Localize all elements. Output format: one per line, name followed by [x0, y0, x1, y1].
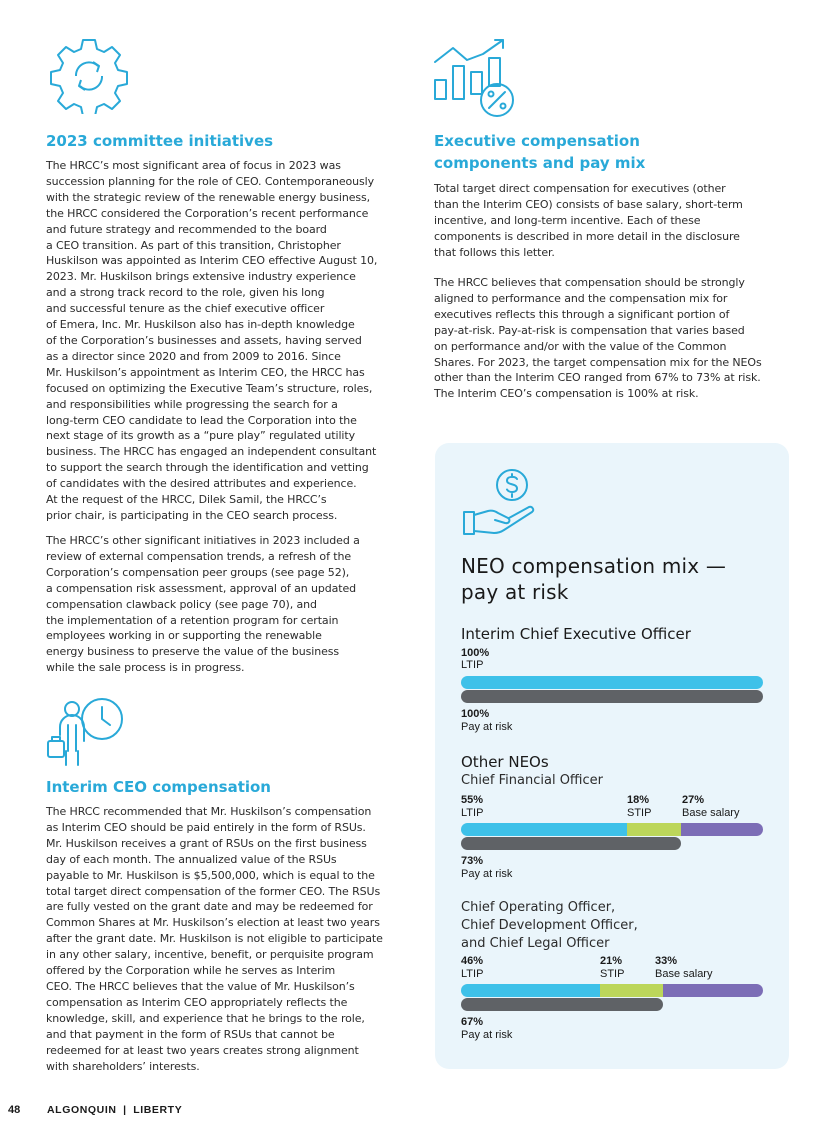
text-line: other than the Interim CEO ranged from 67% to 73% at risk.: [434, 371, 761, 385]
text-line: business. The HRCC has engaged an independent consultant: [46, 445, 377, 459]
interim-risk-pct: 100%: [461, 708, 490, 720]
text-line: Mr. Huskilson’s appointment as Interim CEO, the HRCC has: [46, 365, 365, 379]
text-line: next stage of its growth as a “pure play” regulated utility: [46, 429, 355, 443]
stip-segment: [627, 823, 681, 836]
cfo-label: Chief Financial Officer: [461, 773, 603, 788]
coo-label-line1: Chief Operating Officer,: [461, 900, 616, 915]
interim-heading: Interim CEO compensation: [46, 778, 271, 796]
text-line: focused on optimizing the Executive Team’s structure, roles,: [46, 381, 373, 395]
text-line: on performance and/or with the value of the Common: [434, 339, 727, 353]
text-line: Shares. For 2023, the target compensation mix for the NEOs: [434, 355, 762, 369]
interim-ltip-pct: 100%: [461, 647, 490, 659]
cfo-base-pct: 27%: [682, 794, 705, 806]
coo-stip-pct: 21%: [600, 955, 623, 967]
ltip-segment: [461, 823, 627, 836]
text-line: that follows this letter.: [434, 245, 555, 259]
exec-heading-line1: Executive compensation: [434, 132, 640, 150]
text-line: the HRCC considered the Corporation’s recent performance: [46, 206, 369, 220]
cfo-ltip-label: LTIP: [461, 807, 484, 819]
text-line: energy business to preserve the value of the business: [46, 645, 340, 659]
text-line: to support the search through the identification and vetting: [46, 461, 369, 475]
text-line: Total target direct compensation for executives (other: [434, 182, 726, 195]
footer-brand-separator: |: [123, 1104, 127, 1116]
text-line: redeemed for at least two years creates strong alignment: [46, 1043, 359, 1057]
text-line: knowledge, skill, and experience that he brings to the role,: [46, 1011, 365, 1025]
cfo-ltip-pct: 55%: [461, 794, 484, 806]
coo-base-label: Base salary: [655, 968, 713, 980]
other-neos-label: Other NEOs: [461, 753, 549, 771]
initiatives-heading: 2023 committee initiatives: [46, 132, 274, 150]
cfo-stip-pct: 18%: [627, 794, 650, 806]
text-line: while the sale process is in progress.: [46, 661, 245, 675]
interim-ltip-label: LTIP: [461, 659, 484, 671]
coo-ltip-pct: 46%: [461, 955, 484, 967]
exec-heading-line2: components and pay mix: [434, 154, 646, 172]
text-line: The HRCC’s other significant initiatives in 2023 included a: [46, 534, 360, 547]
coo-risk-label: Pay at risk: [461, 1029, 513, 1041]
text-line: executives reflects this through a significant portion of: [434, 307, 730, 321]
text-line: pay-at-risk. Pay-at-risk is compensation that varies based: [434, 323, 745, 337]
text-line: succession planning for the role of CEO. Contemporaneously: [46, 174, 375, 188]
text-line: 2023. Mr. Huskilson brings extensive industry experience: [46, 270, 356, 284]
footer-brand-algonquin: ALGONQUIN: [47, 1104, 117, 1116]
text-line: prior chair, is participating in the CEO search process.: [46, 508, 338, 522]
interim-paragraph: [46, 804, 416, 1074]
text-line: components is described in more detail in the disclosure: [434, 229, 740, 243]
text-line: incentive, and long-term incentive. Each of these: [434, 213, 701, 227]
text-line: Mr. Huskilson receives a grant of RSUs on the first business: [46, 836, 367, 850]
text-line: Huskilson was appointed as Interim CEO effective August 10,: [46, 254, 378, 268]
hand-dollar-icon: [462, 468, 548, 536]
person-clock-icon: [46, 695, 126, 767]
coo-base-pct: 33%: [655, 955, 678, 967]
base-salary-segment: [663, 984, 763, 997]
cfo-risk-bar: [461, 837, 681, 850]
ltip-segment: [461, 984, 600, 997]
text-line: of candidates with the desired attributes and experience.: [46, 477, 357, 491]
text-line: The Interim CEO’s compensation is 100% at risk.: [434, 387, 699, 401]
text-line: and a strong track record to the role, given his long: [46, 286, 325, 300]
initiatives-paragraph-2: [46, 533, 416, 676]
exec-paragraph-1: [434, 181, 794, 261]
base-salary-segment: [681, 823, 763, 836]
text-line: and responsibilities while progressing the search for a: [46, 397, 338, 411]
text-line: long-term CEO candidate to lead the Corporation into the: [46, 413, 357, 427]
text-line: day of each month. The annualized value of the RSUs: [46, 852, 337, 866]
text-line: compensation as Interim CEO appropriately reflects the: [46, 995, 348, 1009]
text-line: The HRCC recommended that Mr. Huskilson’s compensation: [46, 805, 372, 818]
growth-chart-percent-icon: [433, 38, 517, 120]
text-line: total target direct compensation of the former CEO. The RSUs: [46, 884, 381, 898]
text-line: as Interim CEO should be paid entirely in the form of RSUs.: [46, 820, 366, 834]
interim-mix-bar: [461, 676, 763, 689]
interim-risk-label: Pay at risk: [461, 721, 513, 733]
text-line: and future strategy and recommended to the board: [46, 222, 327, 236]
text-line: offered by the Corporation while he serves as Interim: [46, 964, 336, 978]
interim-risk-bar: [461, 690, 763, 703]
text-line: and successful tenure as the chief executive officer: [46, 302, 325, 316]
text-line: At the request of the HRCC, Dilek Samil, the HRCC’s: [46, 493, 327, 507]
footer-brand: [47, 1104, 182, 1116]
footer-brand-liberty: LIBERTY: [133, 1104, 183, 1116]
text-line: a compensation risk assessment, approval of an updated: [46, 581, 357, 595]
cfo-mix-bar: [461, 823, 763, 836]
coo-mix-bar: [461, 984, 763, 997]
text-line: CEO. The HRCC believes that the value of Mr. Huskilson’s: [46, 979, 355, 993]
stip-segment: [600, 984, 663, 997]
text-line: compensation clawback policy (see page 70), and: [46, 597, 317, 611]
page-number: 48: [8, 1104, 21, 1116]
ltip-segment: [461, 676, 763, 689]
text-line: of the Corporation’s businesses and assets, having served: [46, 333, 362, 347]
interim-ceo-label: Interim Chief Executive Officer: [461, 625, 691, 643]
coo-label-line3: and Chief Legal Officer: [461, 936, 610, 951]
text-line: as a director since 2020 and from 2009 to 2016. Since: [46, 349, 341, 363]
exec-paragraph-2: [434, 275, 794, 402]
cfo-risk-pct: 73%: [461, 855, 484, 867]
coo-risk-pct: 67%: [461, 1016, 484, 1028]
text-line: after the grant date. Mr. Huskilson is not eligible to participate: [46, 932, 383, 946]
text-line: aligned to performance and the compensation mix for: [434, 291, 728, 305]
cfo-base-label: Base salary: [682, 807, 740, 819]
text-line: are fully vested on the grant date and may be redeemed for: [46, 900, 373, 914]
coo-stip-label: STIP: [600, 968, 625, 980]
coo-label-line2: Chief Development Officer,: [461, 918, 638, 933]
card-title-line2: pay at risk: [461, 580, 569, 604]
text-line: with the strategic review of the renewable energy business,: [46, 190, 371, 204]
cfo-stip-label: STIP: [627, 807, 652, 819]
gear-cycle-icon: [46, 38, 132, 114]
text-line: Common Shares at Mr. Huskilson’s election at least two years: [46, 916, 380, 930]
text-line: with shareholders’ interests.: [46, 1059, 200, 1073]
text-line: than the Interim CEO) consists of base salary, short-term: [434, 197, 743, 211]
text-line: Corporation’s compensation peer groups (see page 52),: [46, 565, 350, 579]
text-line: review of external compensation trends, a refresh of the: [46, 549, 351, 563]
text-line: The HRCC’s most significant area of focus in 2023 was: [46, 159, 341, 172]
text-line: payable to Mr. Huskilson is $5,500,000, which is equal to the: [46, 868, 375, 882]
cfo-risk-label: Pay at risk: [461, 868, 513, 880]
text-line: the implementation of a retention program for certain: [46, 613, 339, 627]
card-title-line1: NEO compensation mix —: [461, 554, 727, 578]
text-line: employees working in or supporting the renewable: [46, 629, 322, 643]
text-line: a CEO transition. As part of this transition, Christopher: [46, 238, 341, 252]
coo-risk-bar: [461, 998, 663, 1011]
initiatives-paragraph-1: [46, 158, 416, 524]
text-line: of Emera, Inc. Mr. Huskilson also has in-depth knowledge: [46, 318, 355, 332]
text-line: and that payment in the form of RSUs that cannot be: [46, 1027, 335, 1041]
text-line: in any other salary, incentive, benefit, or perquisite program: [46, 948, 374, 962]
text-line: The HRCC believes that compensation should be strongly: [434, 276, 745, 289]
coo-ltip-label: LTIP: [461, 968, 484, 980]
